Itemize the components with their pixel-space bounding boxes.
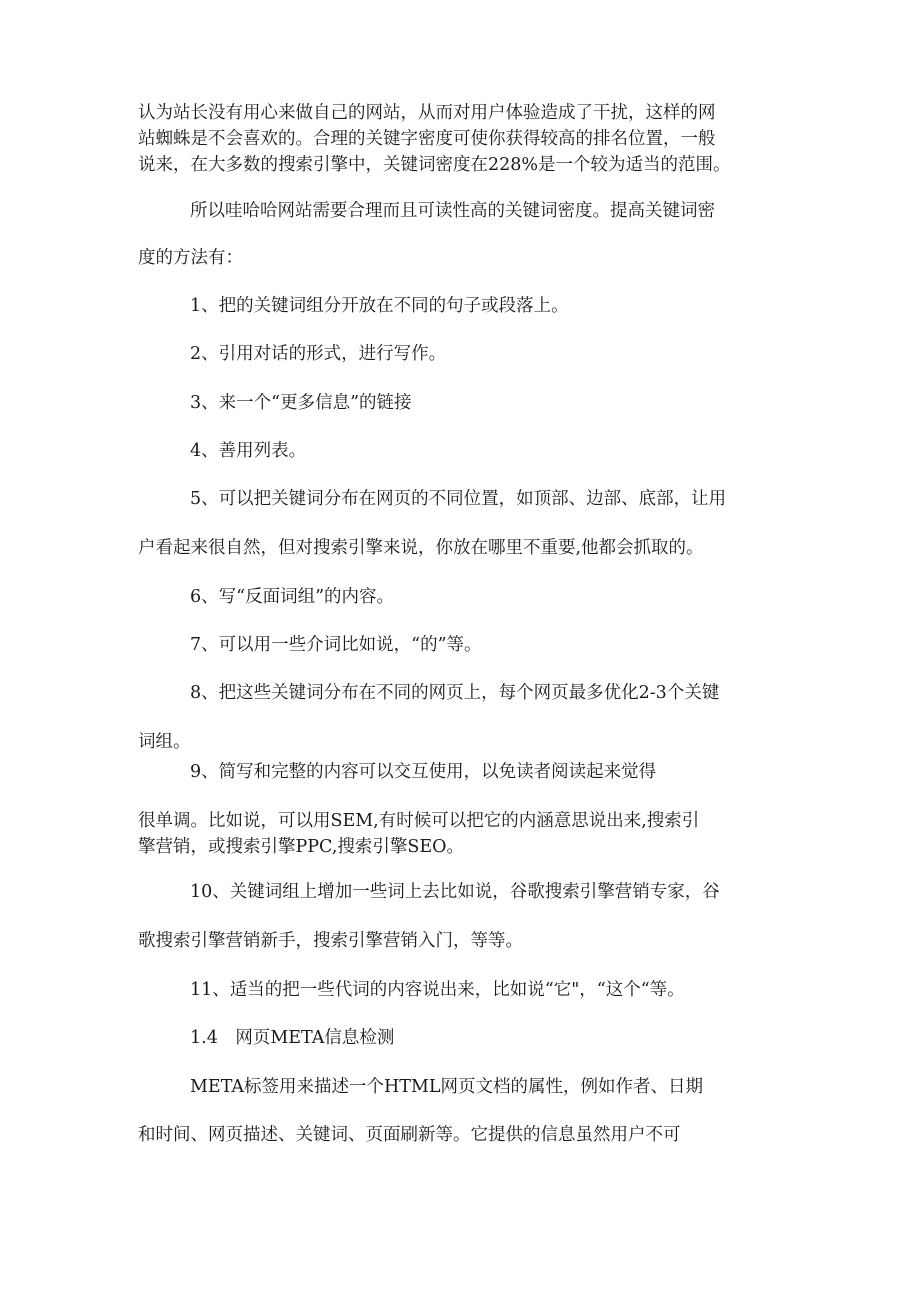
list-item: 1、把的关键词组分开放在不同的句子或段落上。 bbox=[190, 296, 569, 316]
paragraph-line: 和时间、网页描述、关键词、页面刷新等。它提供的信息虽然用户不可 bbox=[138, 1125, 681, 1145]
paragraph-line: 认为站长没有用心来做自己的网站，从而对用户体验造成了干扰，这样的网 bbox=[138, 103, 716, 123]
list-item-continuation: 歌搜索引擎营销新手，搜索引擎营销入门，等等。 bbox=[138, 931, 523, 951]
list-item-continuation: 擎营销，或搜索引擎PPC,搜索引擎SEO。 bbox=[138, 837, 464, 857]
section-heading: 1.4 网页META信息检测 bbox=[190, 1028, 395, 1048]
list-item-continuation: 户看起来很自然，但对搜索引擎来说，你放在哪里不重要,他都会抓取的。 bbox=[138, 538, 704, 558]
paragraph-line: 所以哇哈哈网站需要合理而且可读性高的关键词密度。提高关键词密 bbox=[190, 201, 715, 221]
list-item: 8、把这些关键词分布在不同的网页上，每个网页最多优化2-3个关键 bbox=[190, 683, 720, 703]
list-item: 11、适当的把一些代词的内容说出来，比如说“它"，“这个“等。 bbox=[190, 980, 685, 1000]
list-item: 10、关键词组上增加一些词上去比如说，谷歌搜索引擎营销专家，谷 bbox=[190, 882, 720, 902]
list-item: 3、来一个“更多信息”的链接 bbox=[190, 393, 412, 413]
paragraph-line: META标签用来描述一个HTML网页文档的属性，例如作者、日期 bbox=[190, 1077, 704, 1097]
list-item: 6、写“反面词组”的内容。 bbox=[190, 587, 395, 607]
paragraph-line: 说来，在大多数的搜索引擎中，关键词密度在228%是一个较为适当的范围。 bbox=[138, 155, 731, 175]
list-item-continuation: 词组。 bbox=[138, 732, 191, 752]
list-item: 2、引用对话的形式，进行写作。 bbox=[190, 344, 447, 364]
list-item: 5、可以把关键词分布在网页的不同位置，如顶部、边部、底部，让用 bbox=[190, 489, 727, 509]
list-item: 4、善用列表。 bbox=[190, 441, 307, 461]
list-item: 9、简写和完整的内容可以交互使用，以免读者阅读起来觉得 bbox=[190, 762, 657, 782]
paragraph-line: 站蜘蛛是不会喜欢的。合理的关键字密度可使你获得较高的排名位置，一般 bbox=[138, 129, 716, 149]
list-item: 7、可以用一些介词比如说，“的”等。 bbox=[190, 635, 482, 655]
list-item-continuation: 很单调。比如说，可以用SEM,有时候可以把它的内涵意思说出来,搜索引 bbox=[138, 811, 700, 831]
paragraph-line: 度的方法有： bbox=[138, 248, 243, 268]
